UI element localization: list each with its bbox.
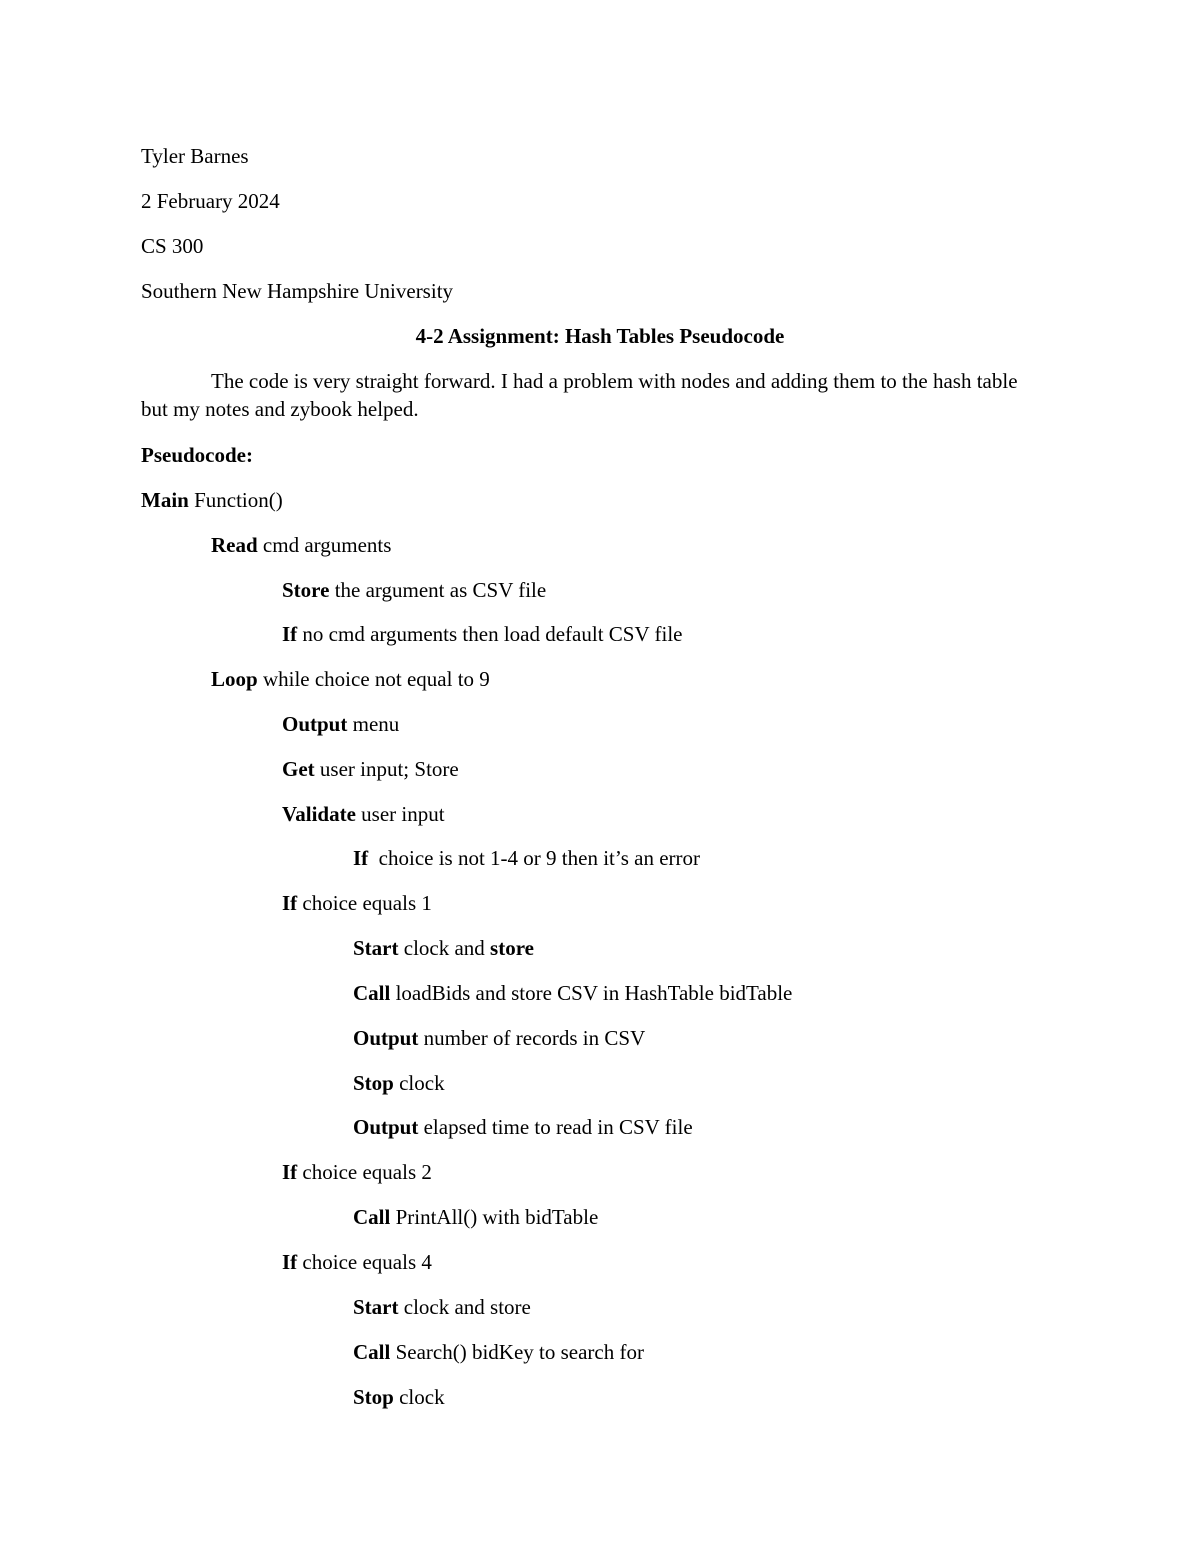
pseudocode-keyword: Output bbox=[353, 1115, 419, 1139]
pseudocode-line bbox=[353, 844, 700, 872]
pseudocode-text: choice equals 2 bbox=[297, 1160, 432, 1184]
pseudocode-line bbox=[282, 889, 432, 917]
intro-paragraph: The code is very straight forward. I had a problem with nodes and adding them to the hash table but my notes and zybook helped. bbox=[141, 369, 1018, 421]
pseudocode-text: choice equals 4 bbox=[297, 1250, 432, 1274]
course-code: CS 300 bbox=[141, 234, 204, 258]
pseudocode-text: user input; Store bbox=[314, 757, 459, 781]
pseudocode-keyword: Get bbox=[282, 757, 315, 781]
pseudocode-text: loadBids and store CSV in HashTable bidTable bbox=[390, 981, 793, 1005]
pseudocode-text: Search() bidKey to search for bbox=[390, 1340, 644, 1364]
pseudocode-heading: Pseudocode: bbox=[141, 443, 253, 467]
pseudocode-line bbox=[353, 1069, 445, 1097]
pseudocode-line bbox=[353, 1338, 644, 1366]
pseudocode-line bbox=[211, 665, 490, 693]
pseudocode-keyword: Call bbox=[353, 1340, 391, 1364]
pseudocode-keyword: If bbox=[353, 846, 369, 870]
pseudocode-line bbox=[282, 755, 459, 783]
pseudocode-line bbox=[282, 1158, 432, 1186]
pseudocode-line bbox=[282, 710, 399, 738]
pseudocode-text: menu bbox=[347, 712, 400, 736]
pseudocode-line bbox=[282, 800, 445, 828]
pseudocode-line bbox=[353, 1024, 645, 1052]
school-name: Southern New Hampshire University bbox=[141, 279, 454, 303]
pseudocode-line bbox=[353, 979, 792, 1007]
pseudocode-keyword: Start bbox=[353, 936, 399, 960]
pseudocode-text: clock and store bbox=[398, 1295, 531, 1319]
pseudocode-keyword: Validate bbox=[282, 802, 356, 826]
pseudocode-text: choice equals 1 bbox=[297, 891, 432, 915]
document-title: 4-2 Assignment: Hash Tables Pseudocode bbox=[415, 324, 785, 348]
pseudocode-text: choice is not 1-4 or 9 then it’s an error bbox=[368, 846, 700, 870]
pseudocode-text: PrintAll() with bidTable bbox=[390, 1205, 599, 1229]
pseudocode-text: elapsed time to read in CSV file bbox=[418, 1115, 693, 1139]
author-name: Tyler Barnes bbox=[141, 144, 249, 168]
pseudocode-keyword: Call bbox=[353, 1205, 391, 1229]
pseudocode-keyword: If bbox=[282, 1160, 298, 1184]
pseudocode-line bbox=[282, 620, 683, 648]
pseudocode-line bbox=[353, 1113, 693, 1141]
pseudocode-text: clock and bbox=[398, 936, 491, 960]
pseudocode-line bbox=[141, 486, 283, 514]
pseudocode-keyword: Output bbox=[282, 712, 348, 736]
pseudocode-line bbox=[211, 531, 391, 559]
pseudocode-keyword: Store bbox=[282, 578, 330, 602]
pseudocode-keyword: Stop bbox=[353, 1385, 394, 1409]
pseudocode-text: user input bbox=[355, 802, 445, 826]
pseudocode-line bbox=[353, 934, 534, 962]
pseudocode-keyword: store bbox=[490, 936, 534, 960]
pseudocode-text: while choice not equal to 9 bbox=[257, 667, 490, 691]
pseudocode-line bbox=[282, 1248, 432, 1276]
pseudocode-line bbox=[282, 576, 546, 604]
pseudocode-text: clock bbox=[393, 1385, 445, 1409]
pseudocode-keyword: Read bbox=[211, 533, 258, 557]
pseudocode-keyword: Output bbox=[353, 1026, 419, 1050]
pseudocode-keyword: Main bbox=[141, 488, 189, 512]
pseudocode-keyword: Start bbox=[353, 1295, 399, 1319]
pseudocode-text: number of records in CSV bbox=[418, 1026, 646, 1050]
pseudocode-line bbox=[353, 1203, 598, 1231]
pseudocode-text: cmd arguments bbox=[257, 533, 392, 557]
pseudocode-keyword: Call bbox=[353, 981, 391, 1005]
pseudocode-line bbox=[353, 1383, 445, 1411]
pseudocode-keyword: If bbox=[282, 622, 298, 646]
pseudocode-text: Function() bbox=[188, 488, 283, 512]
pseudocode-keyword: Stop bbox=[353, 1071, 394, 1095]
pseudocode-text: clock bbox=[393, 1071, 445, 1095]
document-date: 2 February 2024 bbox=[141, 189, 280, 213]
pseudocode-text: no cmd arguments then load default CSV file bbox=[297, 622, 683, 646]
pseudocode-keyword: If bbox=[282, 891, 298, 915]
pseudocode-text: the argument as CSV file bbox=[329, 578, 547, 602]
pseudocode-line bbox=[353, 1293, 531, 1321]
pseudocode-keyword: Loop bbox=[211, 667, 258, 691]
pseudocode-keyword: If bbox=[282, 1250, 298, 1274]
